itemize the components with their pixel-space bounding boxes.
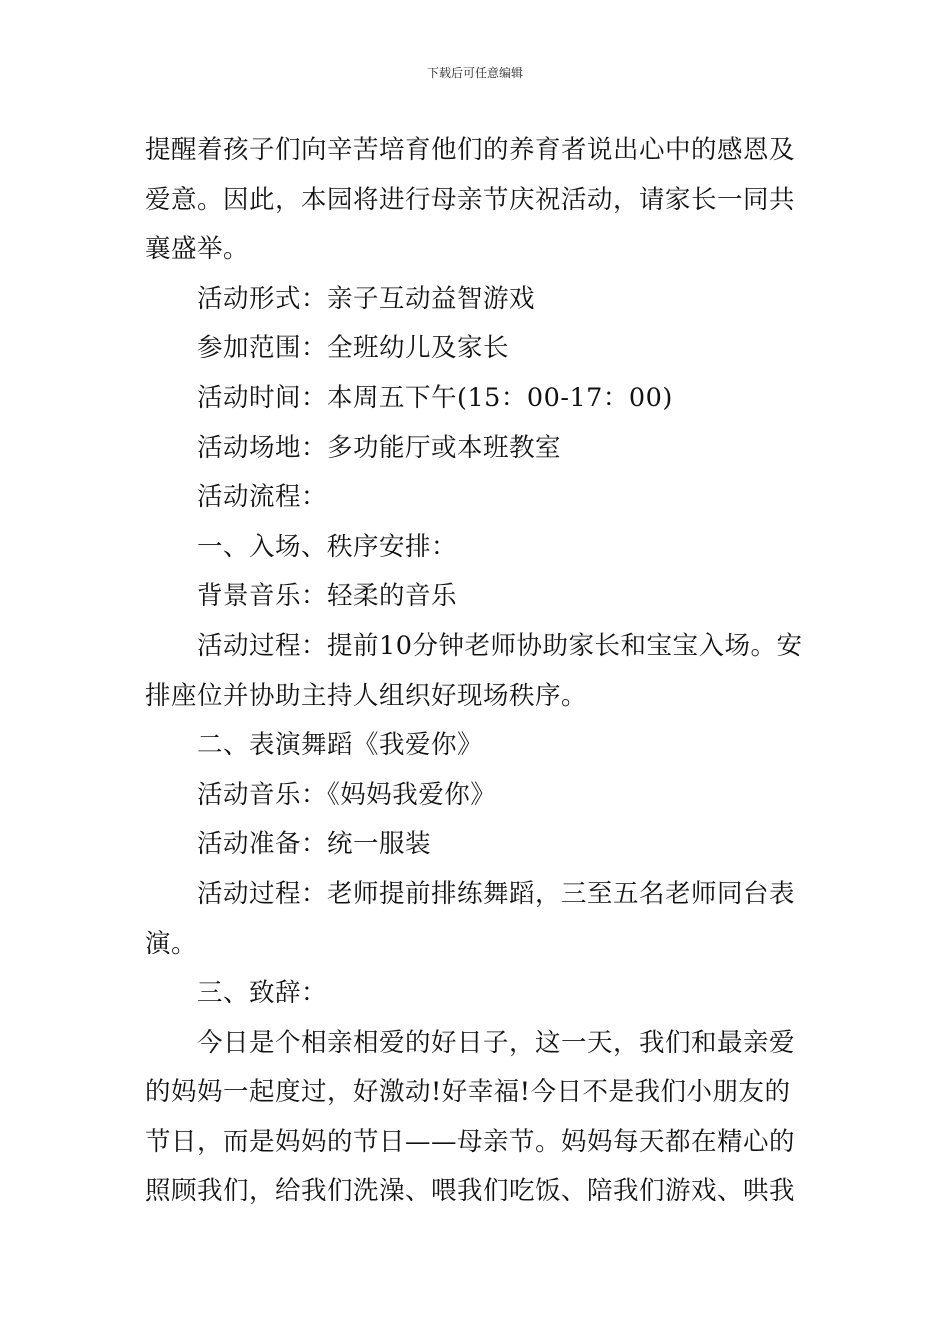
activity-process-heading: 活动流程： <box>197 482 328 513</box>
document-body <box>145 126 809 1217</box>
body-line: 活动过程：老师提前排练舞蹈，三至五名老师同台表 <box>197 878 796 909</box>
body-line: 的妈妈一起度过，好激动!好幸福!今日不是我们小朋友的 <box>145 1077 791 1108</box>
body-line: 襄盛举。 <box>145 234 250 265</box>
participants-line: 参加范围：全班幼儿及家长 <box>197 333 510 364</box>
page-header-note: 下载后可任意编辑 <box>426 66 523 80</box>
body-line: 提醒着孩子们向辛苦培育他们的养育者说出心中的感恩及 <box>145 135 796 165</box>
section-heading-3: 三、致辞： <box>197 978 328 1009</box>
body-line: 节日，而是妈妈的节日——母亲节。妈妈每天都在精心的 <box>145 1126 796 1157</box>
body-line: 照顾我们，给我们洗澡、喂我们吃饭、陪我们游戏、哄我 <box>145 1176 796 1207</box>
body-line: 今日是个相亲相爱的好日子，这一天，我们和最亲爱 <box>197 1027 796 1058</box>
body-line: 活动音乐：《妈妈我爱你》 <box>197 779 497 810</box>
activity-venue-line: 活动场地：多功能厅或本班教室 <box>197 432 562 463</box>
body-line: 爱意。因此，本园将进行母亲节庆祝活动，请家长一同共 <box>145 184 796 215</box>
body-line: 活动过程：提前10分钟老师协助家长和宝宝入场。安 <box>197 630 803 661</box>
body-line: 活动准备：统一服装 <box>197 829 432 860</box>
section-heading-2: 二、表演舞蹈《我爱你》 <box>197 730 484 761</box>
activity-format-line: 活动形式：亲子互动益智游戏 <box>197 283 536 314</box>
section-heading-1: 一、入场、秩序安排： <box>197 531 458 562</box>
body-line: 排座位并协助主持人组织好现场秩序。 <box>145 680 588 711</box>
activity-time-line: 活动时间：本周五下午(15：00-17：00) <box>197 382 673 413</box>
body-line: 演。 <box>145 928 198 959</box>
body-line: 背景音乐：轻柔的音乐 <box>197 581 458 612</box>
